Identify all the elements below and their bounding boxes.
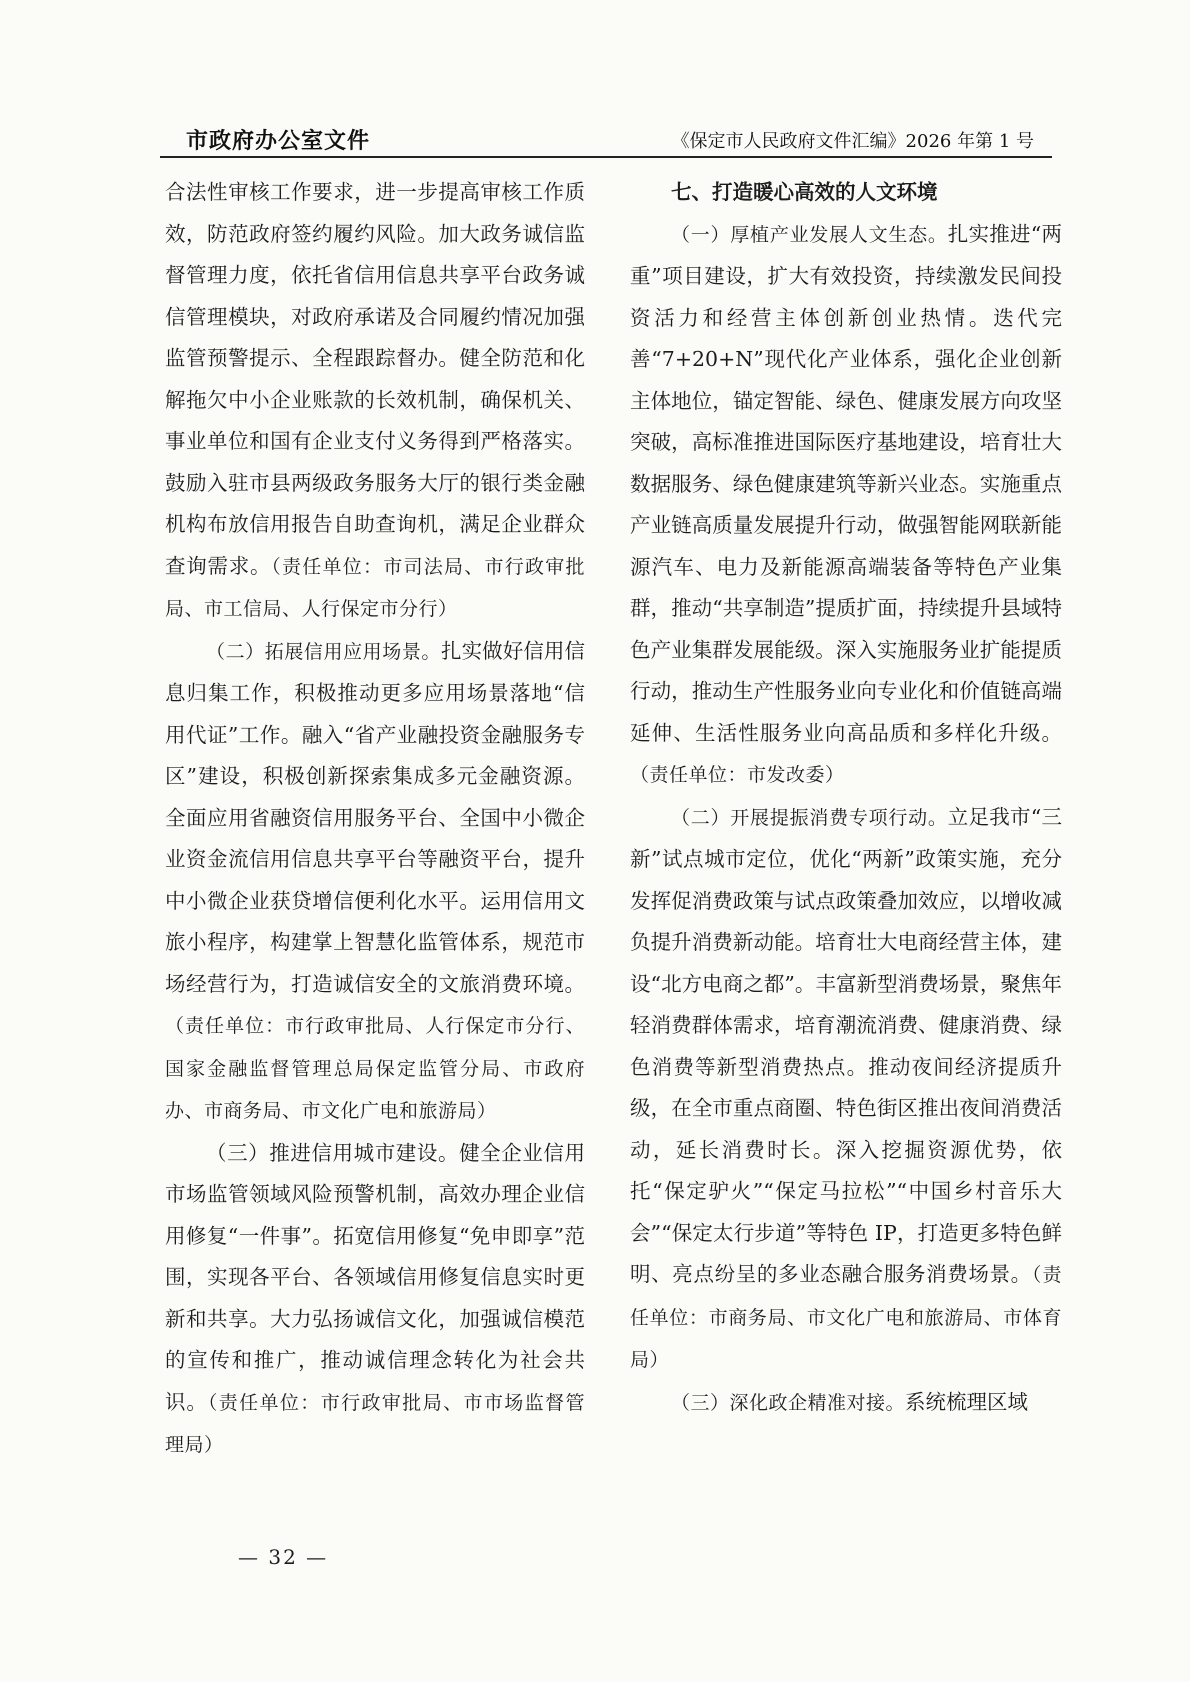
paragraph-text: 合法性审核工作要求，进一步提高审核工作质效，防范政府签约履约风险。加大政务诚信监督管理力度，依托省信用信息共享平台政务诚信管理模块，对政府承诺及合同履约情况加强监管预警提示、全程跟踪督办。健全防范和化解拖欠中小企业账款的长效机制，确保机关、事业单位和国有企业支付义务得到严格落实。鼓励入驻市县两级政务服务大厅的银行类金融机构布放信用报告自助查询机，满足企业群众查询需求。 bbox=[165, 180, 585, 578]
compilation-issue-title: 《保定市人民政府文件汇编》2026 年第 1 号 bbox=[671, 131, 1034, 152]
responsible-units: （责任单位：市商务局、市文化广电和旅游局、市体育局） bbox=[630, 1264, 1062, 1371]
header-divider bbox=[160, 156, 1052, 158]
left-column bbox=[165, 172, 585, 1467]
responsible-units: （责任单位：市行政审批局、市市场监督管理局） bbox=[165, 1391, 585, 1456]
document-source-title: 市政府办公室文件 bbox=[186, 129, 371, 154]
paragraph-continued bbox=[165, 172, 585, 631]
paragraph-title: （三）深化政企精准对接。 bbox=[671, 1391, 906, 1414]
paragraph-text: 立足我市“三新”试点城市定位，优化“两新”政策实施，充分发挥促消费政策与试点政策叠加效应，以增收减负提升消费新动能。培育壮大电商经营主体，建设“北方电商之都”。丰富新型消费场景，聚焦年轻消费群体需求，培育潮流消费、健康消费、绿色消费等新型消费热点。推动夜间经济提质升级，在全市重点商圈、特色街区推出夜间消费活动，延长消费时长。深入挖掘资源优势，依托“保定驴火”“保定马拉松”“中国乡村音乐大会”“保定太行步道”等特色 IP，打造更多特色鲜明、亮点纷呈的多业态融合服务消费场景。 bbox=[630, 804, 1062, 1286]
paragraph-title: （三）推进信用城市建设。 bbox=[206, 1140, 460, 1165]
paragraph-text: 扎实做好信用信息归集工作，积极推动更多应用场景落地“信用代证”工作。融入“省产业融投资金融服务专区”建设，积极创新探索集成多元金融资源。全面应用省融资信用服务平台、全国中小微企业资金流信用信息共享平台等融资平台，提升中小微企业获贷增信便利化水平。运用信用文旅小程序，构建掌上智慧化监管体系，规范市场经营行为，打造诚信安全的文旅消费环境。 bbox=[165, 638, 585, 996]
right-column bbox=[630, 172, 1062, 1424]
paragraph-title: （二）开展提振消费专项行动。 bbox=[671, 806, 948, 829]
paragraph-text: 系统梳理区域 bbox=[905, 1389, 1029, 1414]
responsible-units: （责任单位：市司法局、市行政审批局、市工信局、人行保定市分行） bbox=[165, 555, 585, 620]
paragraph-title: （二）拓展信用应用场景。 bbox=[206, 640, 441, 663]
responsible-units: （责任单位：市发改委） bbox=[630, 764, 845, 786]
paragraph-credit-city bbox=[165, 1133, 585, 1467]
paragraph-consumption bbox=[630, 797, 1062, 1382]
paragraph-credit-scenarios bbox=[165, 631, 585, 1133]
responsible-units: （责任单位：市行政审批局、人行保定市分行、国家金融监督管理总局保定监管分局、市政府办、市商务局、市文化广电和旅游局） bbox=[165, 1015, 585, 1122]
paragraph-gov-enterprise bbox=[630, 1382, 1062, 1425]
page-number: — 32 — bbox=[238, 1545, 329, 1569]
section-heading: 七、打造暖心高效的人文环境 bbox=[671, 180, 938, 204]
paragraph-text: 扎实推进“两重”项目建设，扩大有效投资，持续激发民间投资活力和经营主体创新创业热情。迭代完善“7+20+N”现代化产业体系，强化企业创新主体地位，锚定智能、绿色、健康发展方向攻坚突破，高标准推进国际医疗基地建设，培育壮大数据服务、绿色健康建筑等新兴业态。实施重点产业链高质量发展提升行动，做强智能网联新能源汽车、电力及新能源高端装备等特色产业集群，推动“共享制造”提质扩面，持续提升县域特色产业集群发展能级。深入实施服务业扩能提质行动，推动生产性服务业向专业化和价值链高端延伸、生活性服务业向高品质和多样化升级。 bbox=[630, 221, 1062, 745]
paragraph-title: （一）厚植产业发展人文生态。 bbox=[671, 223, 948, 246]
paragraph-industry-ecology bbox=[630, 214, 1062, 797]
paragraph-text: 健全企业信用市场监管领域风险预警机制，高效办理企业信用修复“一件事”。拓宽信用修复“免申即享”范围，实现各平台、各领域信用修复信息实时更新和共享。大力弘扬诚信文化，加强诚信模范的宣传和推广，推动诚信理念转化为社会共识。 bbox=[165, 1140, 586, 1414]
